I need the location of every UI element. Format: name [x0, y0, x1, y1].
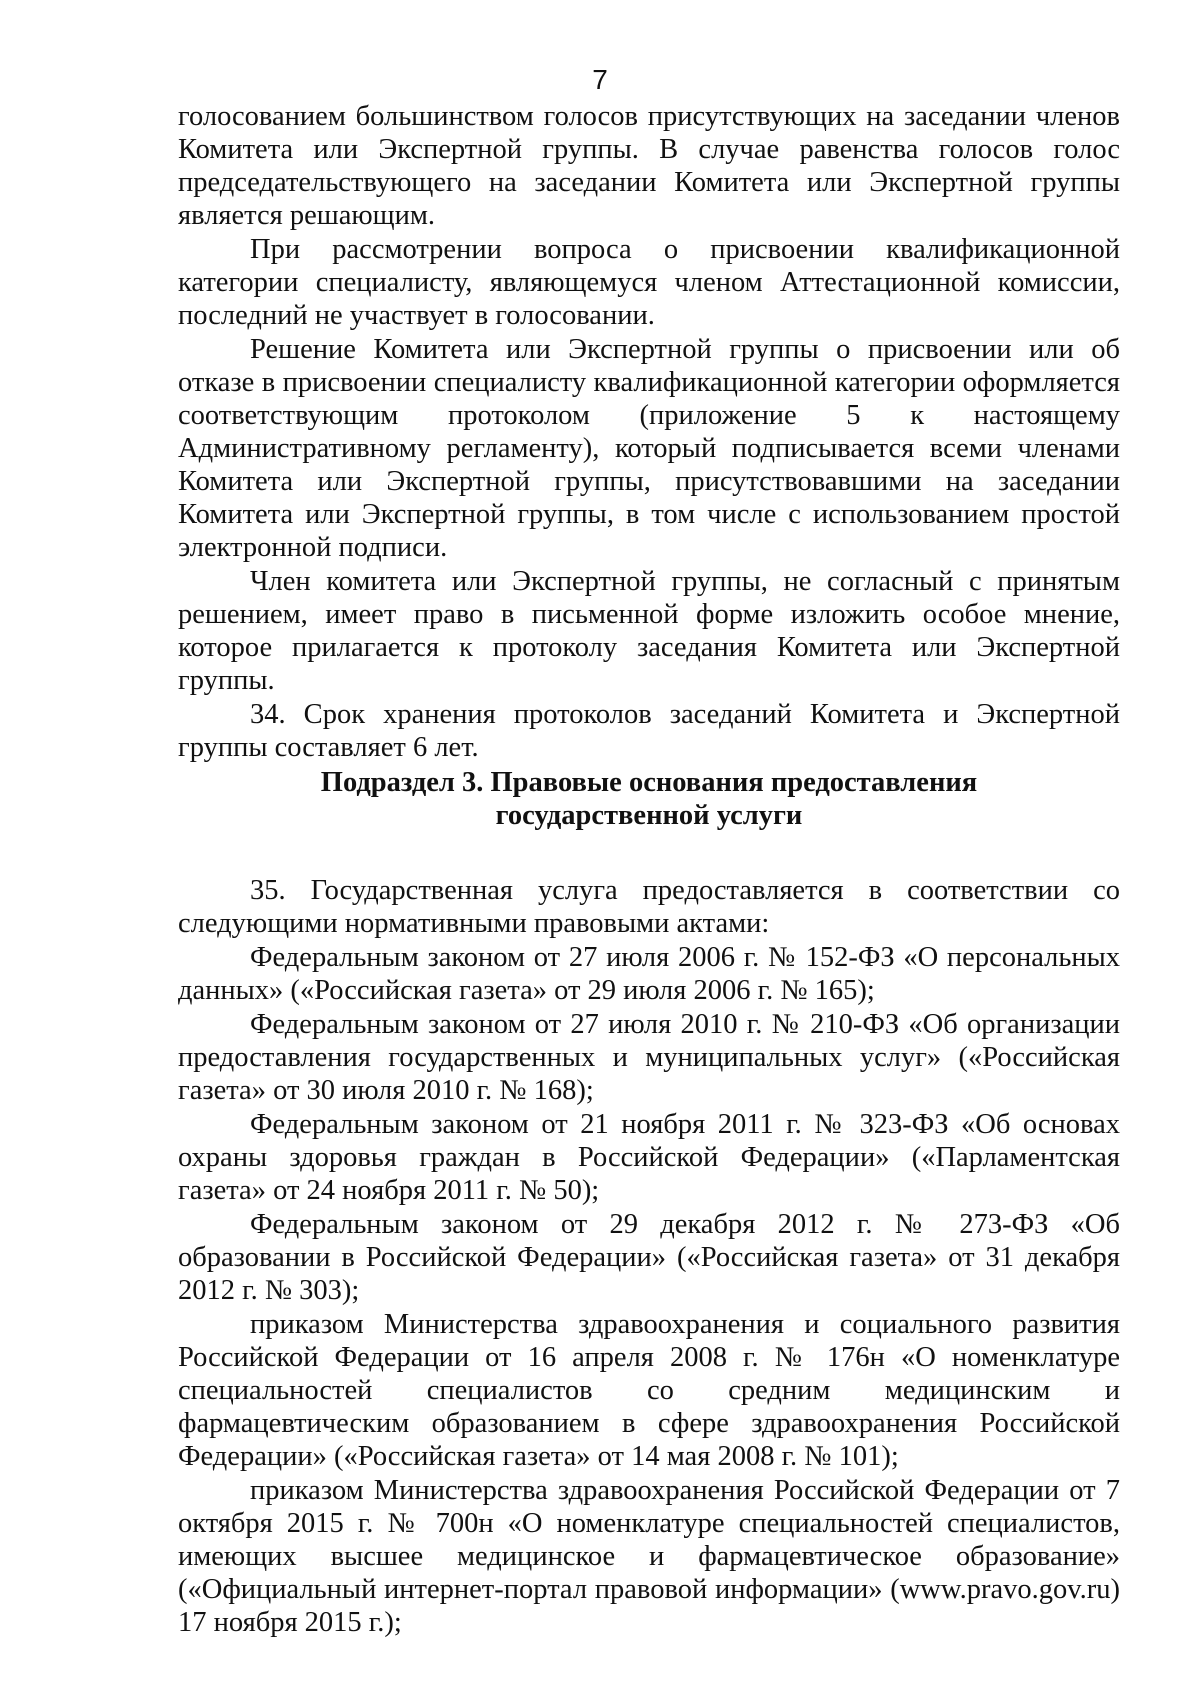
paragraph-35-legal-acts: 35. Государственная услуга предоставляется в соответствии со следующими нормативными правовыми актами: [178, 875, 1120, 939]
heading-spacer [178, 832, 1120, 874]
page-number: 7 [592, 64, 608, 95]
section-heading-line2: государственной услуги [495, 800, 803, 831]
legal-act-item: Федеральным законом от 27 июля 2010 г. № 210-ФЗ «Об организации предоставления государственных и муниципальных услуг» («Российская газета» от 30 июля 2010 г. № 168); [178, 1009, 1120, 1106]
paragraph-decision-protocol: Решение Комитета или Экспертной группы о присвоении или об отказе в присвоении специалисту квалификационной категории оформляется соответствующим протоколом (приложение 5 к настоящему Административному регламенту), который подписывается всеми членами Комитета или Экспертной группы, присутствовавшими на заседании Комитета или Экспертной группы, в том числе с использованием простой электронной подписи. [178, 334, 1120, 563]
section-heading [178, 766, 1120, 832]
paragraph-dissenting-opinion: Член комитета или Экспертной группы, не согласный с принятым решением, имеет право в письменной форме изложить особое мнение, которое прилагается к протоколу заседания Комитета или Экспертной группы. [178, 566, 1120, 696]
legal-act-item: Федеральным законом от 29 декабря 2012 г. № 273-ФЗ «Об образовании в Российской Федерации» («Российская газета» от 31 декабря 2012 г. № 303); [178, 1209, 1120, 1306]
legal-act-item: Федеральным законом от 21 ноября 2011 г. № 323-ФЗ «Об основах охраны здоровья граждан в Российской Федерации» («Парламентская газета» от 24 ноября 2011 г. № 50); [178, 1109, 1120, 1206]
legal-act-item: приказом Министерства здравоохранения и социального развития Российской Федерации от 16 апреля 2008 г. № 176н «О номенклатуре специальностей специалистов со средним медицинским и фармацевтическим образованием в сфере здравоохранения Российской Федерации» («Российская газета» от 14 мая 2008 г. № 101); [178, 1309, 1120, 1472]
legal-act-item: Федеральным законом от 27 июля 2006 г. № 152-ФЗ «О персональных данных» («Российская газета» от 29 июля 2006 г. № 165); [178, 942, 1120, 1006]
section-heading-line1: Подраздел 3. Правовые основания предоставления [320, 767, 978, 798]
paragraph-voting-continuation: голосованием большинством голосов присутствующих на заседании членов Комитета или Экспертной группы. В случае равенства голосов голос председательствующего на заседании Комитета или Экспертной группы является решающим. [178, 101, 1120, 231]
legal-act-item: приказом Министерства здравоохранения Российской Федерации от 7 октября 2015 г. № 700н «О номенклатуре специальностей специалистов, имеющих высшее медицинское и фармацевтическое образование» («Официальный интернет-портал правовой информации» (www.pravo.gov.ru) 17 ноября 2015 г.); [178, 1475, 1120, 1638]
paragraph-34-retention: 34. Срок хранения протоколов заседаний Комитета и Экспертной группы составляет 6 лет. [178, 699, 1120, 763]
paragraph-attestation-member: При рассмотрении вопроса о присвоении квалификационной категории специалисту, являющемуся членом Аттестационной комиссии, последний не участвует в голосовании. [178, 234, 1120, 331]
document-body [178, 100, 1120, 1639]
